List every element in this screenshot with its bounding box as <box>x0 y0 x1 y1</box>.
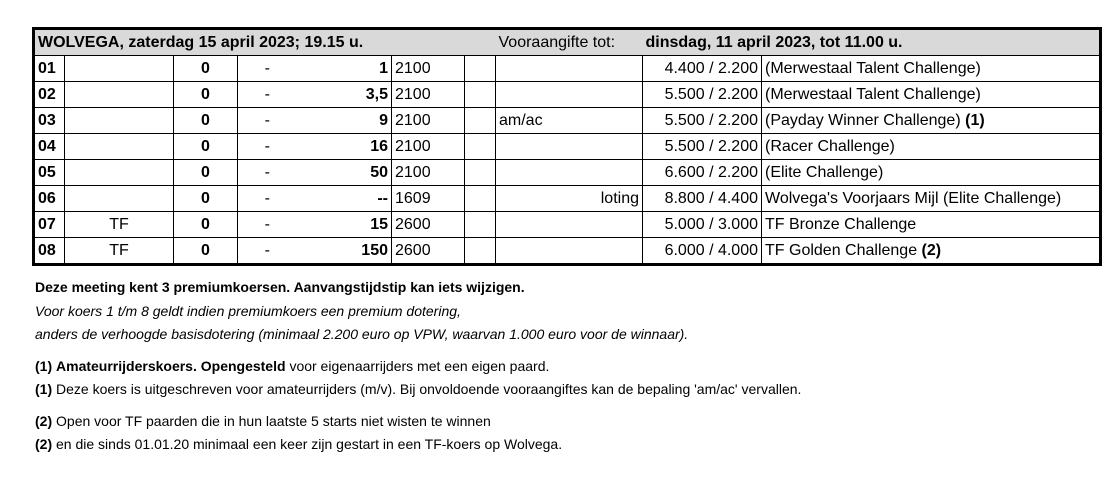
race-min-earnings <box>174 56 238 82</box>
footnote-bold-text: Amateurrijderskoers. Opengesteld <box>56 357 286 374</box>
footnote-2b <box>35 433 801 457</box>
race-max-earnings <box>297 108 392 134</box>
table-row <box>34 238 1101 265</box>
race-max-earnings-text: 16 <box>370 137 388 155</box>
footnote-text: Deze koers is uitgeschreven voor amateurrijders (m/v). Bij onvoldoende vooraangiftes kan de bepaling 'am/ac' vervallen. <box>56 381 802 397</box>
race-prize <box>643 212 762 238</box>
race-min-earnings <box>174 134 238 160</box>
race-category <box>65 186 174 212</box>
race-min-earnings <box>174 82 238 108</box>
race-name-text: (Racer Challenge) <box>765 137 895 155</box>
race-category-text: TF <box>109 241 129 259</box>
race-name <box>762 82 1101 108</box>
race-min-earnings-text: 0 <box>201 163 210 181</box>
table-row <box>34 212 1101 238</box>
meeting-title: WOLVEGA, zaterdag 15 april 2023; 19.15 u. <box>34 29 496 56</box>
race-condition <box>496 82 643 108</box>
race-footnote-tag: (2) <box>921 241 942 259</box>
race-condition <box>496 160 643 186</box>
race-name <box>762 186 1101 212</box>
race-min-earnings <box>174 238 238 265</box>
race-range-dash-text: - <box>264 163 270 181</box>
race-min-earnings-text: 0 <box>201 241 210 259</box>
race-number-text: 03 <box>38 111 56 129</box>
race-condition <box>496 238 643 265</box>
race-footnote-tag: (1) <box>965 111 985 129</box>
race-condition-text: am/ac <box>499 111 543 129</box>
race-name <box>762 160 1101 186</box>
race-prize-text: 5.500 / 2.200 <box>664 85 758 103</box>
race-number-text: 05 <box>38 163 56 181</box>
race-range-dash-text: - <box>264 59 270 77</box>
table-row <box>34 160 1101 186</box>
race-name <box>762 134 1101 160</box>
race-empty-cell <box>465 212 496 238</box>
race-max-earnings <box>297 186 392 212</box>
race-category-text: TF <box>109 215 129 233</box>
race-number <box>34 212 65 238</box>
race-distance-text: 2600 <box>395 215 431 233</box>
race-max-earnings <box>297 134 392 160</box>
footnote-ref: (2) <box>35 412 53 429</box>
race-distance-text: 2100 <box>395 163 431 181</box>
race-min-earnings-text: 0 <box>201 189 210 207</box>
race-min-earnings <box>174 186 238 212</box>
race-prize-text: 8.800 / 4.400 <box>664 189 758 207</box>
race-range-dash <box>238 160 297 186</box>
race-max-earnings-text: 1 <box>379 59 388 77</box>
race-min-earnings-text: 0 <box>201 111 210 129</box>
race-max-earnings-text: 9 <box>379 111 388 129</box>
race-condition-text: loting <box>600 189 639 207</box>
race-distance-text: 2100 <box>395 137 431 155</box>
race-number <box>34 108 65 134</box>
race-category <box>65 212 174 238</box>
table-row <box>34 82 1101 108</box>
race-category <box>65 56 174 82</box>
race-number-text: 07 <box>38 215 56 233</box>
footnote-ref: (1) <box>35 357 53 374</box>
footnote-ref: (1) <box>35 381 53 397</box>
race-max-earnings <box>297 56 392 82</box>
race-prize <box>643 134 762 160</box>
race-distance-text: 1609 <box>395 189 431 207</box>
race-max-earnings-text: 150 <box>361 241 388 259</box>
race-prize-text: 6.600 / 2.200 <box>664 163 758 181</box>
race-condition <box>496 108 643 134</box>
race-condition <box>496 134 643 160</box>
race-min-earnings-text: 0 <box>201 137 210 155</box>
race-category <box>65 108 174 134</box>
race-schedule <box>32 27 1102 266</box>
race-name <box>762 108 1101 134</box>
race-category <box>65 238 174 265</box>
race-distance <box>392 56 465 82</box>
race-distance <box>392 108 465 134</box>
race-number-text: 02 <box>38 85 56 103</box>
race-category <box>65 134 174 160</box>
race-empty-cell <box>465 160 496 186</box>
race-distance <box>392 238 465 265</box>
race-number-text: 01 <box>38 59 56 77</box>
italic-note-2: anders de verhoogde basisdotering (minimaal 2.200 euro op VPW, waarvan 1.000 euro voor de winnaar). <box>35 326 689 342</box>
race-distance <box>392 186 465 212</box>
table-row <box>34 108 1101 134</box>
italic-note-1: Voor koers 1 t/m 8 geldt indien premiumkoers een premium dotering, <box>35 302 461 319</box>
race-prize <box>643 160 762 186</box>
race-max-earnings <box>297 238 392 265</box>
footnote-text: Open voor TF paarden die in hun laatste 5 starts niet wisten te winnen <box>56 412 491 429</box>
race-min-earnings-text: 0 <box>201 85 210 103</box>
race-name-text: TF Bronze Challenge <box>765 215 917 233</box>
race-category <box>65 82 174 108</box>
race-min-earnings <box>174 108 238 134</box>
race-prize-text: 4.400 / 2.200 <box>664 59 758 77</box>
race-number <box>34 186 65 212</box>
race-name <box>762 56 1101 82</box>
race-number-text: 04 <box>38 137 56 155</box>
race-distance <box>392 160 465 186</box>
race-range-dash <box>238 212 297 238</box>
footnote-1b <box>35 378 801 402</box>
race-min-earnings-text: 0 <box>201 59 210 77</box>
race-empty-cell <box>465 134 496 160</box>
race-number <box>34 134 65 160</box>
race-prize <box>643 238 762 265</box>
table-row <box>34 134 1101 160</box>
race-name-text: Wolvega's Voorjaars Mijl (Elite Challenge) <box>765 189 1062 207</box>
race-prize <box>643 108 762 134</box>
race-range-dash-text: - <box>264 215 270 233</box>
race-name-text: TF Golden Challenge <box>765 241 918 259</box>
race-empty-cell <box>465 238 496 265</box>
race-number <box>34 160 65 186</box>
race-prize-text: 5.500 / 2.200 <box>664 111 758 129</box>
race-min-earnings <box>174 160 238 186</box>
race-empty-cell <box>465 56 496 82</box>
race-prize <box>643 186 762 212</box>
race-condition <box>496 56 643 82</box>
race-empty-cell <box>465 108 496 134</box>
race-max-earnings-text: 50 <box>370 163 388 181</box>
race-distance <box>392 82 465 108</box>
race-min-earnings <box>174 212 238 238</box>
race-range-dash-text: - <box>264 111 270 129</box>
race-number <box>34 56 65 82</box>
premium-note: Deze meeting kent 3 premiumkoersen. Aanvangstijdstip kan iets wijzigen. <box>35 279 525 295</box>
race-distance-text: 2100 <box>395 59 431 77</box>
race-range-dash <box>238 186 297 212</box>
race-distance <box>392 134 465 160</box>
race-min-earnings-text: 0 <box>201 215 210 233</box>
race-range-dash <box>238 56 297 82</box>
race-range-dash-text: - <box>264 241 270 259</box>
race-empty-cell <box>465 186 496 212</box>
race-name <box>762 212 1101 238</box>
notes-section <box>35 276 801 457</box>
race-max-earnings-text: 3,5 <box>365 85 388 103</box>
race-number-text: 08 <box>38 241 56 259</box>
race-prize-text: 6.000 / 4.000 <box>664 241 758 259</box>
race-number <box>34 82 65 108</box>
race-prize-text: 5.000 / 3.000 <box>664 215 758 233</box>
race-name-text: (Merwestaal Talent Challenge) <box>765 59 981 77</box>
race-prize <box>643 82 762 108</box>
race-range-dash <box>238 82 297 108</box>
race-range-dash <box>238 238 297 265</box>
footnote-text: voor eigenaarrijders met een eigen paard. <box>289 357 550 374</box>
race-range-dash-text: - <box>264 189 270 207</box>
table-header-row <box>34 29 1101 56</box>
footnote-text: en die sinds 01.01.20 minimaal een keer zijn gestart in een TF-koers op Wolvega. <box>56 436 563 452</box>
race-max-earnings <box>297 160 392 186</box>
deadline-value: dinsdag, 11 april 2023, tot 11.00 u. <box>643 29 1101 56</box>
table-row <box>34 56 1101 82</box>
race-range-dash-text: - <box>264 85 270 103</box>
race-max-earnings <box>297 212 392 238</box>
race-name-text: (Elite Challenge) <box>765 163 884 181</box>
race-range-dash <box>238 108 297 134</box>
race-distance-text: 2100 <box>395 111 431 129</box>
race-condition <box>496 212 643 238</box>
race-range-dash-text: - <box>264 137 270 155</box>
race-range-dash <box>238 134 297 160</box>
race-distance-text: 2600 <box>395 241 431 259</box>
race-number <box>34 238 65 265</box>
race-condition <box>496 186 643 212</box>
race-prize-text: 5.500 / 2.200 <box>664 137 758 155</box>
race-distance-text: 2100 <box>395 85 431 103</box>
race-category <box>65 160 174 186</box>
table-row <box>34 186 1101 212</box>
race-distance <box>392 212 465 238</box>
deadline-label: Vooraangifte tot: <box>496 29 643 56</box>
race-empty-cell <box>465 82 496 108</box>
race-number-text: 06 <box>38 189 56 207</box>
race-name-text: (Merwestaal Talent Challenge) <box>765 85 981 103</box>
race-max-earnings <box>297 82 392 108</box>
race-prize <box>643 56 762 82</box>
race-max-earnings-text: -- <box>377 189 388 207</box>
footnote-ref: (2) <box>35 436 53 452</box>
footnote-1a <box>35 355 801 379</box>
race-name-text: (Payday Winner Challenge) <box>765 111 961 129</box>
race-table <box>32 27 1102 266</box>
race-max-earnings-text: 15 <box>370 215 388 233</box>
footnote-2a <box>35 410 801 434</box>
race-name <box>762 238 1101 265</box>
